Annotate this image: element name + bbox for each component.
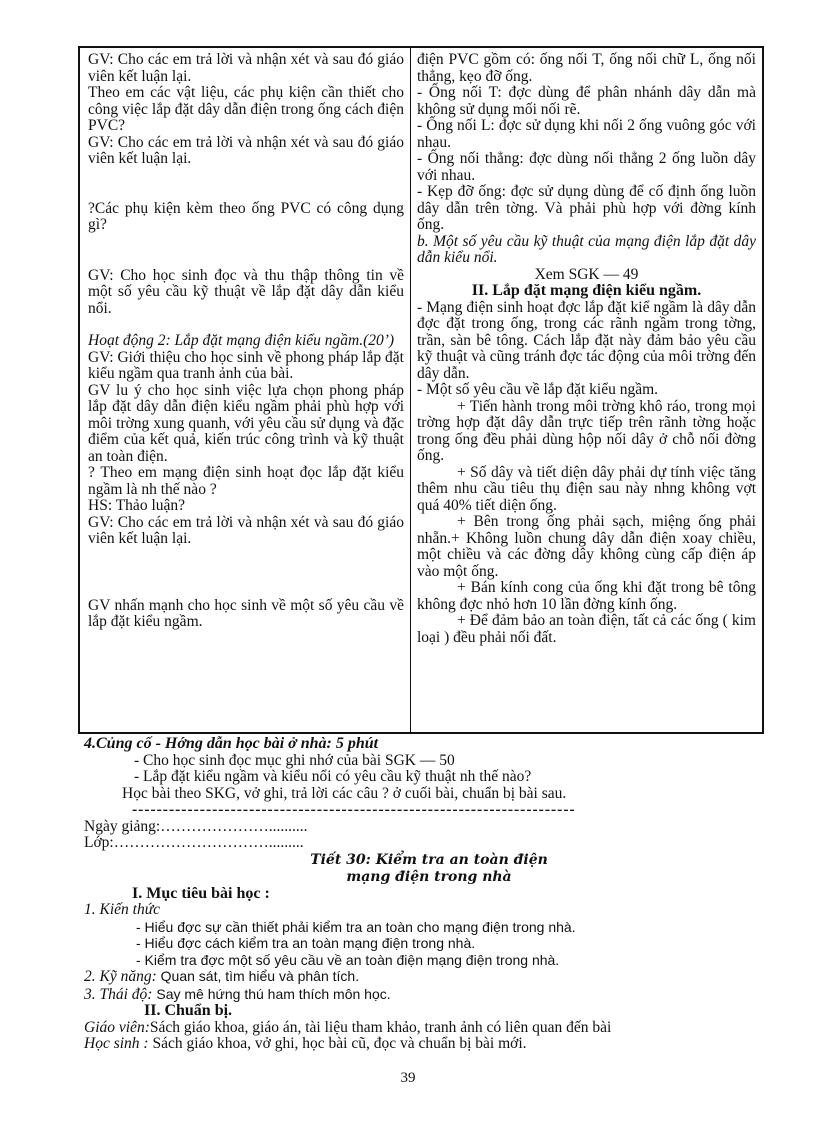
left-paragraph: Theo em các vật liệu, các phụ kiện cần thiết cho công việc lắp đặt dây dẫn điện trong ống cách điện PVC? (88, 84, 404, 134)
knowledge-item: - Hiểu đợc sự cần thiết phải kiểm tra an toàn cho mạng điện trong nhà. (136, 918, 576, 935)
right-paragraph: - Ống nối thẳng: đợc dùng nối thẳng 2 ống luồn dây với nhau. (417, 150, 756, 184)
objectives-heading: I. Mục tiêu bài học : (132, 884, 270, 902)
left-paragraph: ?Các phụ kiện kèm theo ống PVC có công dụng gì? (88, 199, 404, 233)
right-paragraph: - Mạng điện sinh hoạt đợc lắp đặt kiể ngầm là dây dẫn đợc đặt trong ống, trong các rãnh ngầm trong tờng, trần, sàn bê tông. Cách lắp đặt này đảm bảo yêu cầu kỹ thuật và cũng tránh đợc tác động của môi trờng đến dây dẫn. (417, 298, 756, 382)
requirement-item: + Số dây và tiết diện dây phải dự tính việc tăng thêm nhu cầu tiêu thụ điện sau này nhng không vợt quá 40% tiết diện ống. (417, 463, 756, 514)
sgk-reference: Xem SGK — 49 (534, 265, 639, 283)
skill-text: Quan sát, tìm hiểu và phân tích. (156, 968, 360, 984)
left-paragraph: GV: Giới thiệu cho học sinh về phong pháp lắp đặt kiểu ngầm qua tranh ảnh của bài. (88, 348, 404, 382)
left-paragraph: HS: Thảo luận? (88, 497, 186, 514)
right-paragraph: - Ống nối L: đợc sử dụng khi nối 2 ống vuông góc với nhau. (417, 117, 756, 151)
attitude-line (84, 986, 774, 1004)
consolidation-item: - Lắp đặt kiểu ngầm và kiểu nổi có yêu cầu kỹ thuật nh thế nào? (134, 768, 532, 785)
activity-heading: Hoạt động 2: Lắp đặt mạng điện kiểu ngầm.(20’) (88, 332, 395, 349)
lesson-subtitle: mạng điện trong nhà (346, 868, 512, 885)
requirement-item: + Để đảm bảo an toàn điện, tất cả các ống ( kim loại ) đều phải nối đất. (417, 612, 756, 646)
section-heading: II. Lắp đặt mạng điện kiểu ngầm. (471, 282, 702, 299)
subsection-heading: b. Một số yêu cầu kỹ thuật của mạng điện lắp đặt dây dẫn kiểu nổi. (417, 232, 756, 266)
student-label: Học sinh : (84, 1035, 149, 1052)
knowledge-item: - Kiểm tra đợc một số yêu cầu về an toàn điện mạng điện trong nhà. (136, 951, 560, 968)
left-paragraph: GV: Cho các em trả lời và nhận xét và sau đó giáo viên kết luận lại. (88, 513, 404, 547)
right-paragraph: - Kẹp đỡ ống: đợc sử dụng dùng để cố định ống luồn dây dẫn trên tờng. Và phải phù hợp với đờng kính ống. (417, 183, 756, 233)
left-paragraph: GV: Cho các em trả lời và nhận xét và sau đó giáo viên kết luận lại. (88, 51, 404, 85)
divider-line: ------------------------------------------------------------------------ (132, 801, 576, 818)
teaching-date: Ngày giảng:………………….......... (84, 817, 308, 835)
teacher-prep-text: Sách giáo khoa, giáo án, tài liệu tham khảo, tranh ảnh có liên quan đến bài (149, 1018, 612, 1036)
teacher-prep-line (84, 1020, 774, 1037)
class-field: Lớp:…………………………......... (84, 834, 304, 851)
right-paragraph: - Một số yêu cầu về lắp đặt kiểu ngầm. (417, 381, 659, 398)
student-prep-line (84, 1036, 774, 1053)
skill-line (84, 968, 774, 986)
lesson-table (78, 46, 764, 734)
homework-text: Học bài theo SKG, vở ghi, trả lời các câu ? ở cuối bài, chuẩn bị bài sau. (122, 784, 567, 802)
attitude-label: 3. Thái độ: (84, 985, 153, 1003)
page-number: 39 (400, 1070, 416, 1086)
content-column (411, 48, 762, 732)
teacher-activity-column (80, 48, 411, 732)
left-paragraph: GV nhấn mạnh cho học sinh về một số yêu cầu về lắp đặt kiểu ngầm. (88, 596, 404, 630)
consolidation-item: - Cho học sinh đọc mục ghi nhớ của bài SGK — 50 (134, 751, 455, 769)
after-table-section (84, 736, 774, 1053)
right-paragraph: - Ống nối T: đợc dùng để phân nhánh dây dẫn mà không sử dụng mối nối rẽ. (417, 84, 756, 118)
teacher-label: Giáo viên: (84, 1018, 150, 1036)
attitude-text: Say mê hứng thú ham thích môn học. (152, 985, 391, 1002)
knowledge-item: - Hiểu đợc cách kiểm tra an toàn mạng điện trong nhà. (136, 935, 476, 951)
left-paragraph: GV lu ý cho học sinh việc lựa chọn phong pháp lắp đặt dây dẫn điện kiểu ngầm phải phù hợp với môi trờng xung quanh, với yêu cầu sử dụng và đặc điểm của kết quả, kiến trúc công trình và kỹ thuật an toàn điện. (88, 381, 404, 465)
requirement-item: + Bán kính cong của ống khi đặt trong bê tông không đợc nhỏ hơn 10 lần đờng kính ống. (417, 579, 756, 613)
lesson-title: Tiết 30: Kiểm tra an toàn điện (310, 851, 548, 868)
left-paragraph: ? Theo em mạng điện sinh hoạt đọc lắp đặt kiểu ngầm là nh thế nào ? (88, 464, 404, 498)
right-paragraph: điện PVC gồm có: ống nối T, ống nối chữ L, ống nối thẳng, kẹo đỡ ống. (417, 51, 756, 85)
preparation-heading: II. Chuẩn bị. (144, 1002, 233, 1019)
left-paragraph: GV: Cho học sinh đọc và thu thập thông tin về một số yêu cầu kỹ thuật về lắp đặt dây dẫn kiểu nổi. (88, 266, 404, 317)
requirement-item: + Tiến hành trong môi trờng khô ráo, trong mọi trờng hợp đặt dây dẫn trực tiếp trên rãnh tờng hoặc trong ống đều phải dùng hộp nối dây ở chỗ nối đờng ống. (417, 397, 756, 464)
knowledge-label: 1. Kiến thức (84, 901, 161, 918)
student-prep-text: Sách giáo khoa, vở ghi, học bài cũ, đọc và chuẩn bị bài mới. (148, 1035, 527, 1052)
left-paragraph: GV: Cho các em trả lời và nhận xét và sau đó giáo viên kết luận lại. (88, 133, 404, 167)
consolidation-heading: 4.Củng cố - Hớng dẫn học bài ở nhà: 5 phút (84, 735, 379, 752)
skill-label: 2. Kỹ năng: (84, 968, 157, 985)
requirement-item: + Bên trong ống phải sạch, miệng ống phải nhẵn.+ Không luồn chung dây dẫn điện xoay chiều, một chiều và các đờng dây không cùng cấp điện áp vào một ống. (417, 513, 756, 580)
